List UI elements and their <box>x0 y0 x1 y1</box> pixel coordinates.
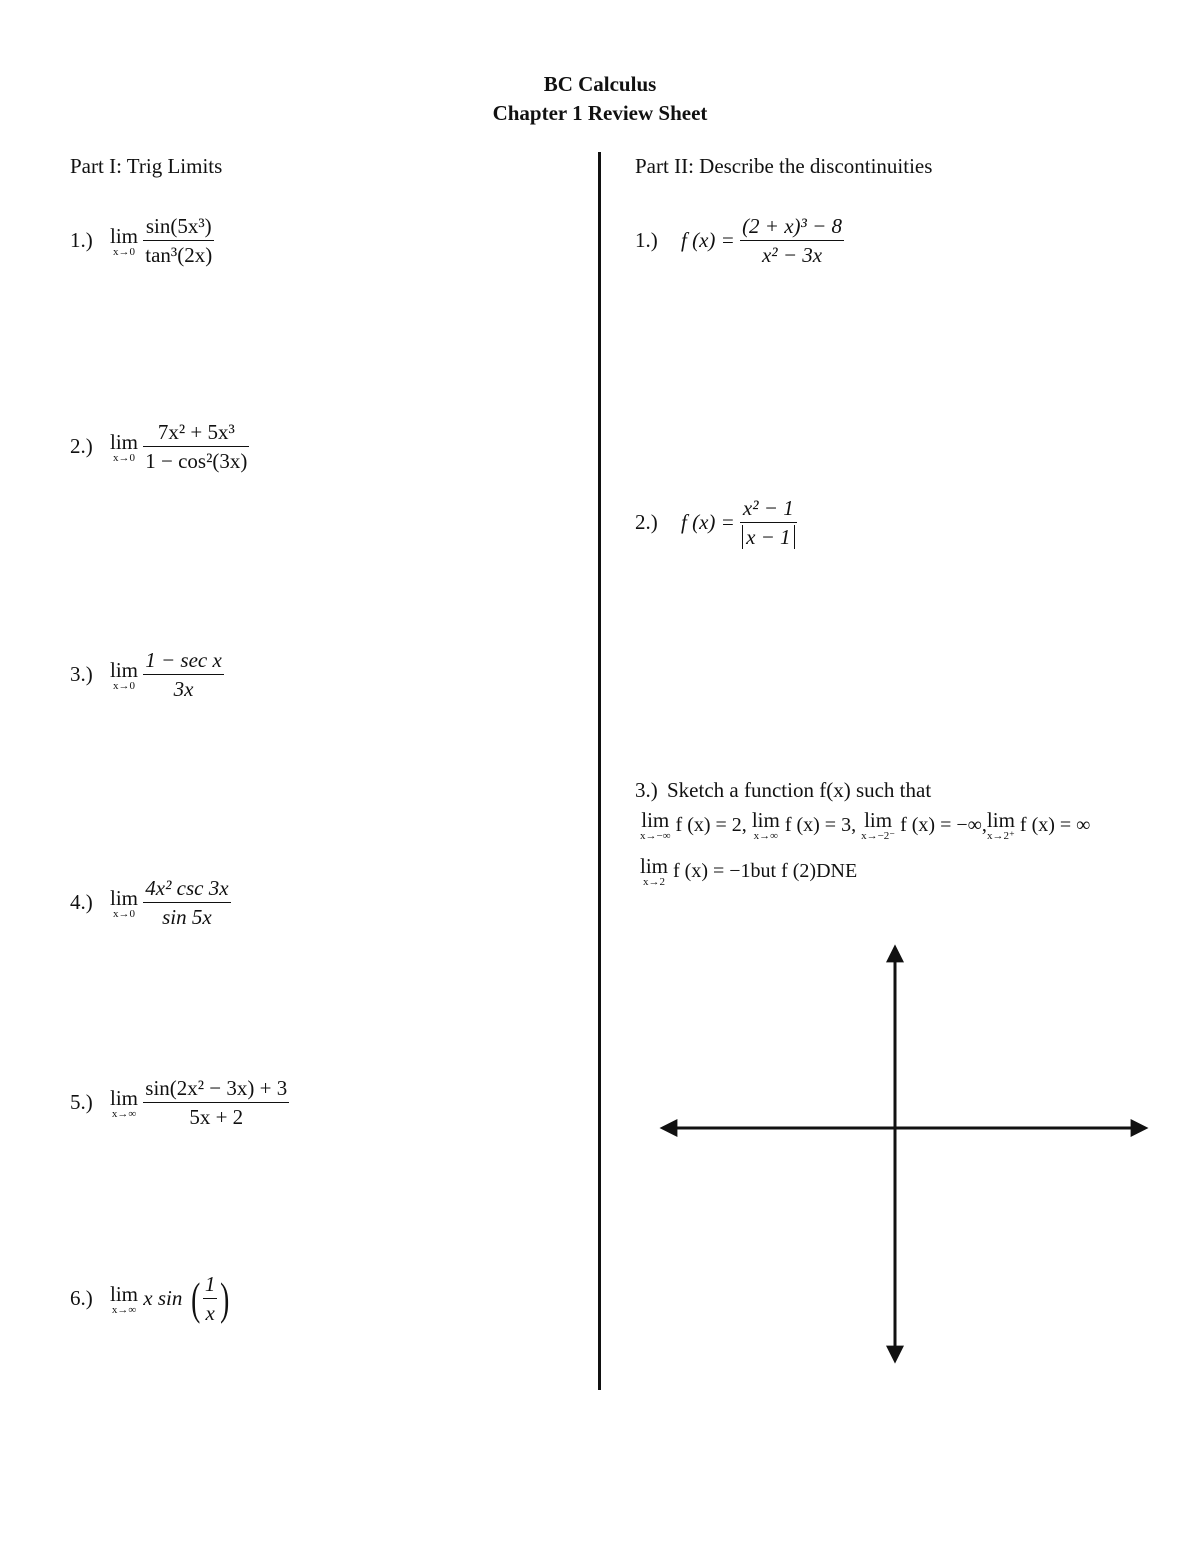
function-lhs: f (x) = <box>681 228 735 252</box>
denominator: 1 − cos²(3x) <box>145 449 248 473</box>
fraction <box>740 494 797 551</box>
limit-operator: lim x→∞ <box>110 1085 139 1120</box>
numerator: x² − 1 <box>740 494 797 523</box>
numerator: sin(5x³) <box>143 212 214 241</box>
denominator: x <box>205 1301 215 1325</box>
fraction <box>143 418 249 475</box>
sketch-conditions-line-1 <box>640 808 1090 842</box>
sketch-conditions-line-2 <box>640 854 857 888</box>
part2-problem-2 <box>635 494 797 551</box>
numerator: 1 <box>203 1270 218 1299</box>
problem-number: 6.) <box>70 1286 93 1310</box>
numerator: 7x² + 5x³ <box>143 418 249 447</box>
limit-operator: lim x→0 <box>110 885 139 920</box>
problem-number: 2.) <box>635 510 658 534</box>
fraction <box>143 874 230 931</box>
limit-operator: lim x→∞ <box>751 808 780 842</box>
numerator: (2 + x)³ − 8 <box>740 212 844 241</box>
limit-operator: lim x→0 <box>110 223 139 258</box>
condition-expression: f (x) = ∞ <box>1019 813 1091 836</box>
column-divider <box>598 152 601 1390</box>
limit-operator: lim x→2 <box>640 854 669 888</box>
numerator: 4x² csc 3x <box>143 874 230 903</box>
limit-operator: lim x→−2⁻ <box>861 808 896 842</box>
denominator: tan³(2x) <box>145 243 213 267</box>
left-paren: ( <box>190 1272 200 1324</box>
sketch-prompt: Sketch a function f(x) such that <box>667 778 932 802</box>
limit-operator: lim x→2⁺ <box>986 808 1015 842</box>
denominator: 3x <box>173 677 194 701</box>
problem-number: 3.) <box>635 778 658 802</box>
part1-problem-3 <box>70 646 224 703</box>
sketch-axes <box>655 940 1155 1370</box>
fraction <box>203 1270 218 1327</box>
limit-operator: lim x→0 <box>110 657 139 692</box>
part1-problem-2 <box>70 418 249 475</box>
problem-number: 1.) <box>635 228 658 252</box>
problem-number: 5.) <box>70 1090 93 1114</box>
condition-expression: f (x) = −∞, <box>900 813 987 836</box>
fraction <box>740 212 844 269</box>
part2-problem-1 <box>635 212 844 269</box>
denominator-absolute-value: x − 1 <box>742 525 795 549</box>
fraction <box>143 1074 289 1131</box>
problem-number: 4.) <box>70 890 93 914</box>
denominator: sin 5x <box>162 905 212 929</box>
problem-number: 2.) <box>70 434 93 458</box>
denominator: 5x + 2 <box>189 1105 244 1129</box>
limit-operator: lim x→−∞ <box>640 808 671 842</box>
fraction <box>143 212 214 269</box>
right-paren: ) <box>220 1272 230 1324</box>
worksheet-subtitle: Chapter 1 Review Sheet <box>492 101 708 125</box>
part1-heading: Part I: Trig Limits <box>70 154 223 178</box>
part1-problem-6 <box>70 1270 233 1327</box>
limit-operator: lim x→∞ <box>110 1281 139 1316</box>
part1-problem-4 <box>70 874 231 931</box>
fraction <box>143 646 224 703</box>
problem-number: 1.) <box>70 228 93 252</box>
numerator: sin(2x² − 3x) + 3 <box>143 1074 289 1103</box>
part1-problem-5 <box>70 1074 289 1131</box>
condition-expression: f (x) = −1but f (2)DNE <box>673 859 858 882</box>
limit-operator: lim x→0 <box>110 429 139 464</box>
expression: x sin <box>143 1286 183 1310</box>
denominator: x² − 3x <box>761 243 823 267</box>
condition-expression: f (x) = 2, <box>675 813 747 836</box>
part2-problem-3-prompt <box>635 778 931 803</box>
condition-expression: f (x) = 3, <box>784 813 857 836</box>
worksheet-title: BC Calculus <box>543 72 657 96</box>
problem-number: 3.) <box>70 662 93 686</box>
part2-heading: Part II: Describe the discontinuities <box>635 154 933 178</box>
numerator: 1 − sec x <box>143 646 224 675</box>
function-lhs: f (x) = <box>681 510 735 534</box>
part1-problem-1 <box>70 212 214 269</box>
